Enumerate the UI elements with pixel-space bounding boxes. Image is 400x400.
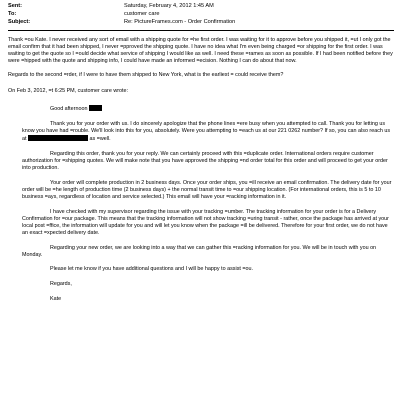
quote-intro: On Feb 3, 2012, =t 6:25 PM, customer care wrote:	[8, 88, 128, 95]
to-value: customer care	[124, 11, 160, 17]
header-subject-row	[8, 19, 394, 27]
sent-label: Sent:	[8, 3, 22, 9]
redaction-contact	[28, 135, 88, 141]
quoted-paragraph-5: Regarding your new order, we are looking into a way that we can gather this =racking information for you. We will be in touch with you on Monday.	[22, 244, 377, 258]
quoted-p1-text: Thank you for your order with us. I do sincerely apologize that the phone lines =ere busy when you attempted to call. Thank you for letting us know you have had =rouble. We'll look into this for you, absolutely. Were you attempting to =each us at our 221 0262 number? If so, you can also reach us at	[22, 120, 391, 143]
quoted-paragraph-4: I have checked with my supervisor regarding the issue with your tracking =umber. The tracking information for your order is for a Delivery Confirmation for =our package. This means that the tracking information will not show tracking =uring transit - rather, once the package has arrived at your local post =ffice, the information will update for you and will let you know when the package =ill be delivered. Therefore for your first order, we do not have an exact =xpected delivery date.	[22, 208, 389, 236]
quoted-p1-tail: as =well.	[89, 136, 111, 143]
subject-label: Subject:	[8, 19, 31, 25]
quoted-paragraph-6: Please let me know if you have additional questions and I will be happy to assist =ou.	[50, 266, 254, 273]
header-sent-row	[8, 3, 394, 11]
quoted-paragraph-1	[22, 121, 394, 143]
to-label: To:	[8, 11, 17, 17]
quoted-paragraph-3: Your order will complete production in 2 business days. Once your order ships, you =ill receive an email confirmation. The delivery date for your order will be =he length of production time (2 business days) + the normal transit time to =our shipping location. (For international orders, this is 5 to 10 business =ays, regardless of location and service selected.) This email will have your =racking information in it.	[22, 179, 392, 200]
quoted-regards: Regards,	[50, 280, 72, 287]
header-to-row	[8, 11, 394, 19]
quoted-greeting: Good afternoon	[50, 106, 88, 113]
reply-paragraph-1: Thank =ou Kate. I never received any sort of email with a shipping quote for =he first order. I was waiting for it to approve before you shipped it, =ut I only got the email confirm that it had been shipped, I never =pproved the shipping quote. I have no idea what I'm even being charged =or shipping for the first order. I was waiting to get the quote so I =ould decide what service of shipping I would like as well. I need these =rames as soon as possible. If I had been notified before they were =hipped with the quote and shipping info, I could have made an informed =ecision. Nothing I can do about that now.	[8, 37, 393, 65]
subject-value: Re: PictureFrames.com - Order Confirmation	[124, 19, 236, 25]
quoted-paragraph-2: Regarding this order, thank you for your reply. We can certainly proceed with this =duplicate order. International orders require customer authorization for =shipping quotes. We will make note that you have approved the shipping =nd order total for this order and will proceed to get your order into production.	[22, 150, 388, 171]
header-divider	[8, 30, 394, 31]
sent-value: Saturday, February 4, 2012 1:45 AM	[124, 3, 214, 9]
quoted-greeting-line	[22, 105, 394, 113]
reply-paragraph-2: Regards to the second =rder, if I were to have them shipped to New York, what is the earliest = could receive them?	[8, 72, 284, 78]
quoted-signature: Kate	[50, 295, 62, 302]
redaction-name	[89, 105, 102, 111]
quoted-message	[8, 105, 394, 302]
